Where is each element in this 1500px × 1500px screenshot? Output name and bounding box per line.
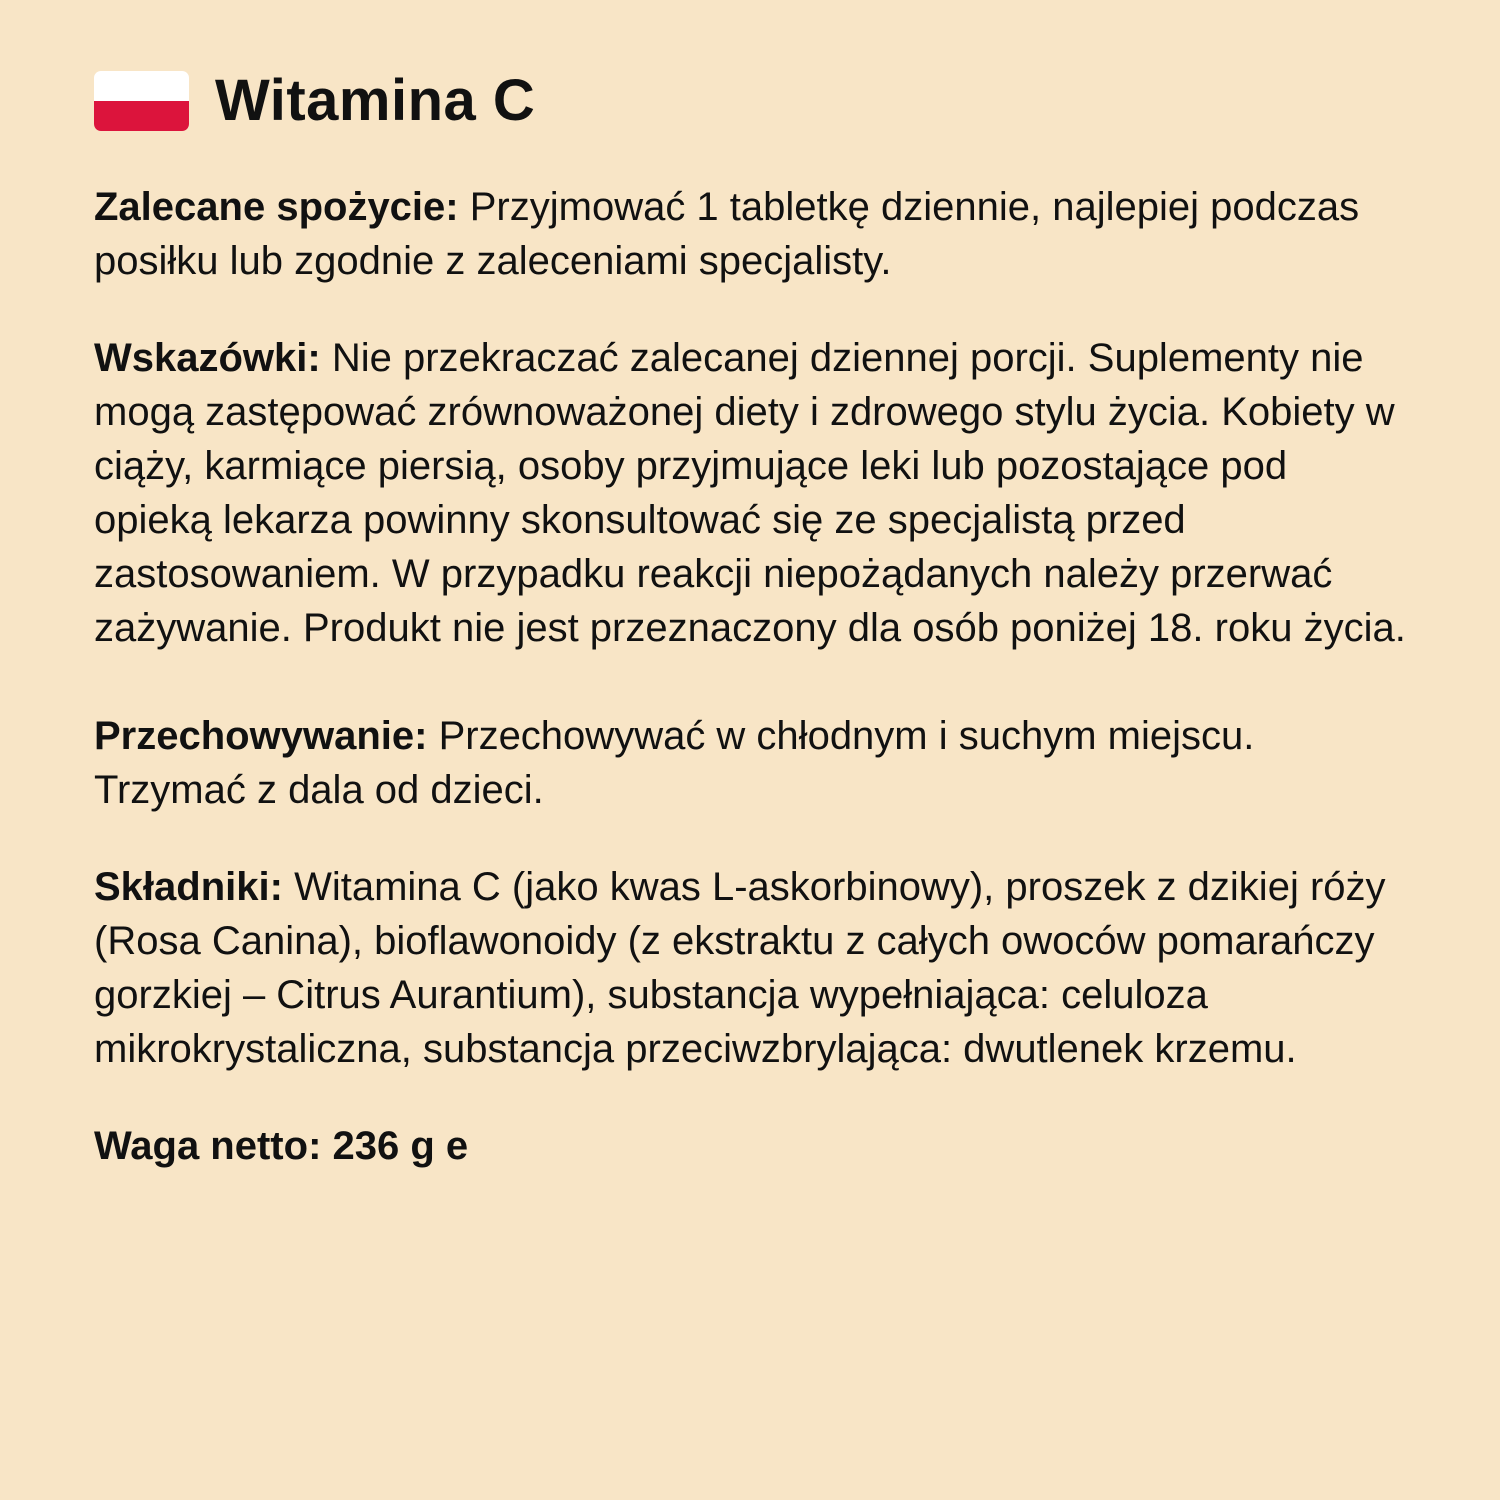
section-label: Przechowywanie: <box>94 714 428 758</box>
flag-red-stripe <box>94 101 189 131</box>
section-recommended-intake <box>94 180 1414 288</box>
section-text: Przechowywać w chłodnym i suchym miejscu. Trzymać z dala od dzieci. <box>94 714 1255 812</box>
section-text: Nie przekraczać zalecanej dziennej porcji. Suplementy nie mogą zastępować zrównoważonej diety i zdrowego stylu życia. Kobiety w ciąży, karmiące piersią, osoby przyjmujące leki lub pozostające pod opieką lekarza powinny skonsultować się ze specjalistą przed zastosowaniem. W przypadku reakcji niepożądanych należy przerwać zażywanie. Produkt nie jest przeznaczony dla osób poniżej 18. roku życia. <box>94 336 1406 650</box>
section-label: Składniki: <box>94 865 283 909</box>
section-instructions <box>94 331 1414 655</box>
poland-flag-icon <box>94 71 189 131</box>
section-label: Wskazówki: <box>94 336 321 380</box>
header <box>94 70 1406 132</box>
section-label: Zalecane spożycie: <box>94 185 459 229</box>
page-title: Witamina C <box>215 68 536 133</box>
section-text: Witamina C (jako kwas L-askorbinowy), proszek z dzikiej róży (Rosa Canina), bioflawonoidy (z ekstraktu z całych owoców pomarańczy gorzkiej – Citrus Aurantium), substancja wypełniająca: celuloza mikrokrystaliczna, substancja przeciwzbrylająca: dwutlenek krzemu. <box>94 865 1386 1071</box>
section-storage <box>94 709 1414 817</box>
section-ingredients <box>94 860 1414 1076</box>
flag-white-stripe <box>94 71 189 101</box>
net-weight: Waga netto: 236 g e <box>94 1124 469 1168</box>
section-text: Przyjmować 1 tabletkę dziennie, najlepiej podczas posiłku lub zgodnie z zaleceniami specjalisty. <box>94 185 1360 283</box>
